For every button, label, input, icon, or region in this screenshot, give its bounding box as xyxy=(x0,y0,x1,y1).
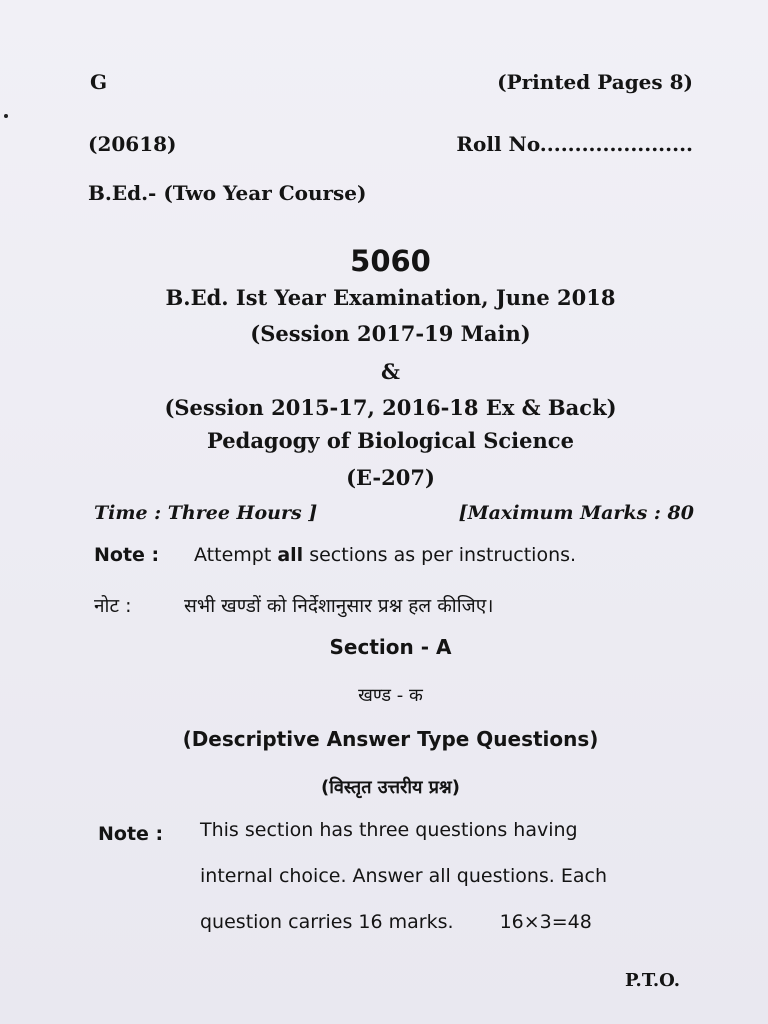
section-note-label: Note : xyxy=(98,823,164,845)
pto-label: P.T.O. xyxy=(625,970,681,991)
time-marks-row xyxy=(94,502,694,524)
session-main: (Session 2017-19 Main) xyxy=(250,321,531,346)
section-title-hindi: खण्ड - क xyxy=(358,685,423,706)
note-text-bold: all xyxy=(277,544,304,566)
header-row-2 xyxy=(88,132,693,156)
max-marks-label: [Maximum Marks : 80 xyxy=(458,502,694,524)
section-note-line-2: internal choice. Answer all questions. Each xyxy=(200,865,608,887)
section-title: Section - A xyxy=(329,635,452,659)
question-type-hindi: (विस्तृत उत्तरीय प्रश्न) xyxy=(321,777,460,798)
section-note-line-3-text: question carries 16 marks. xyxy=(200,911,454,933)
exam-number: 5060 xyxy=(350,244,431,278)
course-name: B.Ed.- (Two Year Course) xyxy=(88,181,367,205)
note-text-before: Attempt xyxy=(194,544,278,566)
note-label: Note : xyxy=(94,544,160,566)
subject-title: Pedagogy of Biological Science xyxy=(207,428,574,453)
note-english xyxy=(94,544,576,566)
note-hindi-label: नोट : xyxy=(94,595,132,617)
printed-pages: (Printed Pages 8) xyxy=(497,70,693,94)
note-hindi xyxy=(94,592,493,618)
question-type: (Descriptive Answer Type Questions) xyxy=(182,727,599,751)
time-label: Time : Three Hours ] xyxy=(94,502,318,524)
exam-title: B.Ed. Ist Year Examination, June 2018 xyxy=(165,285,616,310)
note-text-after: sections as per instructions. xyxy=(303,544,577,566)
header-row-1 xyxy=(88,70,693,94)
roll-no-field: Roll No...................... xyxy=(456,132,693,156)
subject-code: (E-207) xyxy=(346,465,435,490)
section-note-label-wrap xyxy=(98,823,163,845)
section-note-line-3 xyxy=(200,911,592,933)
note-hindi-text: सभी खण्डों को निर्देशानुसार प्रश्न हल कीजिए। xyxy=(184,595,494,617)
section-marks: 16×3=48 xyxy=(499,911,592,933)
session-back: (Session 2015-17, 2016-18 Ex & Back) xyxy=(164,395,617,420)
margin-dot xyxy=(4,114,8,118)
paper-code: (20618) xyxy=(88,132,177,156)
series-code: G xyxy=(90,70,108,94)
ampersand: & xyxy=(381,359,400,384)
section-note-line-1: This section has three questions having xyxy=(200,819,578,841)
